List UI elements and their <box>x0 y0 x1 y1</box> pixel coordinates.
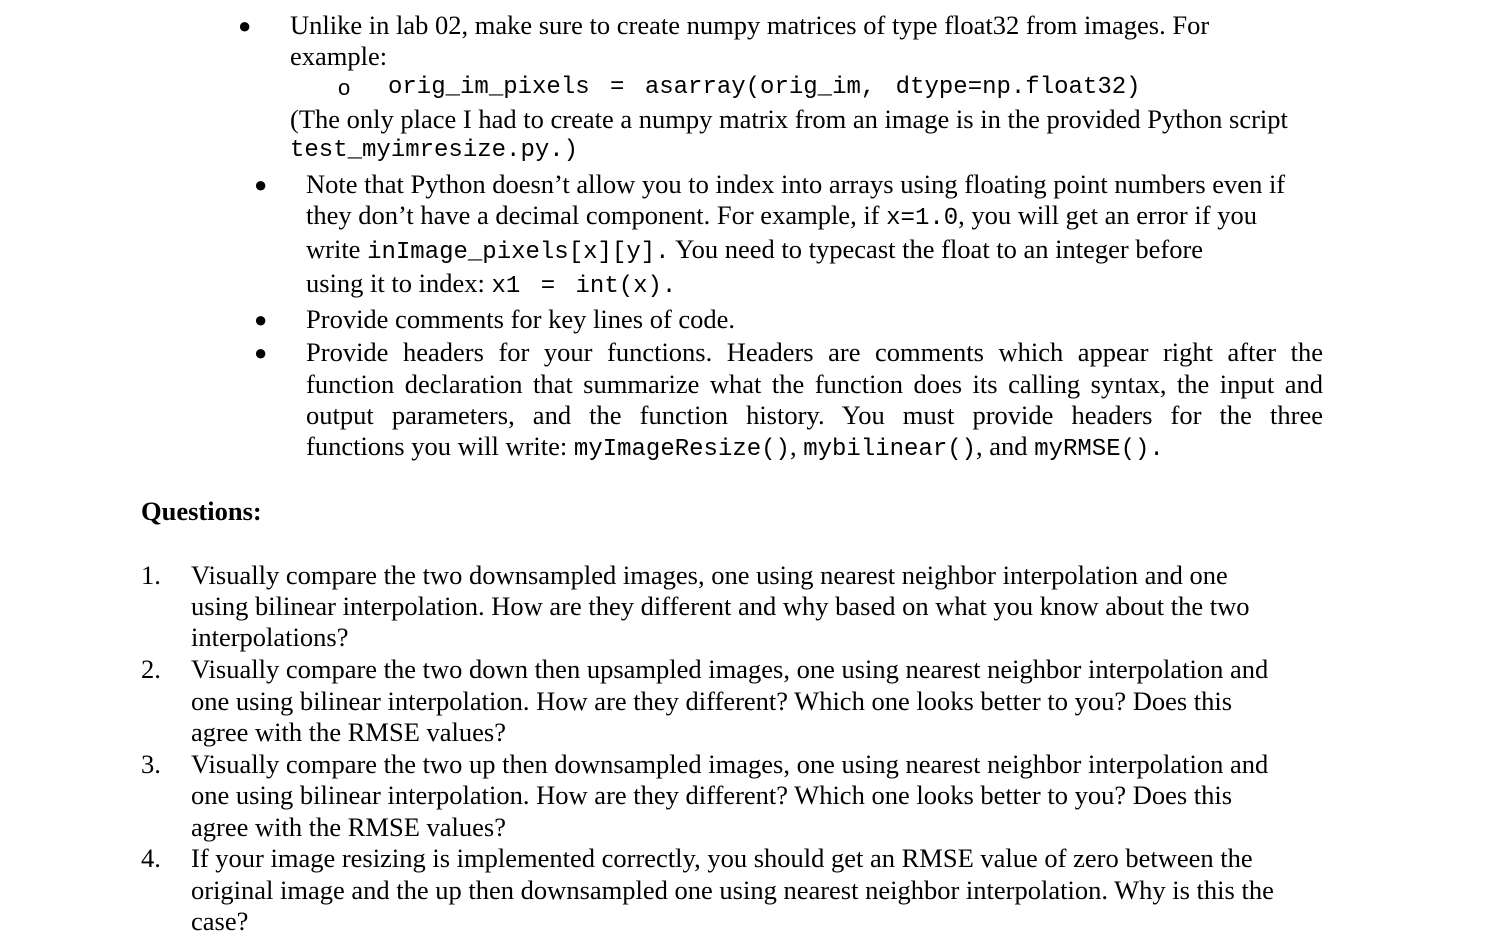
text-segment: functions you will write: <box>306 431 574 461</box>
question-line: Visually compare the two down then upsampled images, one using nearest neighbor interpolation and <box>191 654 1269 684</box>
text-segment: , <box>789 431 804 461</box>
text-segment: they don’t have a decimal component. For example, if <box>306 200 887 230</box>
question-line: original image and the up then downsampled one using nearest neighbor interpolation. Why is this the <box>191 875 1274 905</box>
text-segment: , and <box>976 431 1035 461</box>
bullet3-line1: Provide comments for key lines of code. <box>306 304 736 334</box>
bullet2-line1: Note that Python doesn’t allow you to index into arrays using floating point numbers even if <box>306 169 1286 199</box>
question-line: If your image resizing is implemented correctly, you should get an RMSE value of zero between the <box>191 843 1253 873</box>
question-line: using bilinear interpolation. How are they different and why based on what you know about the two <box>191 591 1250 621</box>
question-number: 2. <box>141 654 161 684</box>
question-line: interpolations? <box>191 622 349 652</box>
question-line: agree with the RMSE values? <box>191 717 506 747</box>
code-inline: x=1.0 <box>886 205 959 232</box>
bullet4-line2: function declaration that summarize what the function does its calling syntax, the input and <box>306 369 1323 399</box>
function-name: myRMSE() <box>1034 436 1150 463</box>
text-segment: You need to typecast the float to an integer before <box>669 234 1204 264</box>
function-name: myImageResize() <box>573 436 790 463</box>
bullet4-line4 <box>306 431 1164 466</box>
question-number: 1. <box>141 560 161 590</box>
bullet2-line4 <box>306 268 676 303</box>
sub-bullet-marker: o <box>338 75 351 100</box>
bullet-marker: ● <box>254 307 268 332</box>
code-sample: orig_im_pixels = asarray(orig_im, dtype=np.float32) <box>388 74 1141 101</box>
code-inline: x1 = int(x). <box>491 273 677 300</box>
question-line: agree with the RMSE values? <box>191 812 506 842</box>
question-line: case? <box>191 906 249 936</box>
question-number: 4. <box>141 843 161 873</box>
text-segment: , you will get an error if you <box>958 200 1257 230</box>
bullet4-line1: Provide headers for your functions. Headers are comments which appear right after the <box>306 337 1323 367</box>
questions-heading: Questions: <box>141 496 262 526</box>
bullet2-line3 <box>306 234 1203 269</box>
question-line: one using bilinear interpolation. How are they different? Which one looks better to you? Does this <box>191 780 1233 810</box>
bullet2-line2 <box>306 200 1257 235</box>
text-segment: using it to index: <box>306 268 492 298</box>
question-line: Visually compare the two downsampled images, one using nearest neighbor interpolation and one <box>191 560 1228 590</box>
question-number: 3. <box>141 749 161 779</box>
bullet1-line1: Unlike in lab 02, make sure to create numpy matrices of type float32 from images. For <box>290 10 1210 40</box>
bullet1-line2: example: <box>290 41 388 71</box>
text-segment: . <box>1149 436 1164 463</box>
bullet4-line3: output parameters, and the function history. You must provide headers for the three <box>306 400 1323 430</box>
script-filename: test_myimresize.py.) <box>290 137 579 164</box>
text-segment: write <box>306 234 368 264</box>
question-line: one using bilinear interpolation. How are they different? Which one looks better to you? Does this <box>191 686 1233 716</box>
bullet-marker: ● <box>238 13 252 38</box>
function-name: mybilinear() <box>803 436 977 463</box>
bullet-marker: ● <box>254 172 268 197</box>
bullet-marker: ● <box>254 340 268 365</box>
bullet1-line3: (The only place I had to create a numpy matrix from an image is in the provided Python script <box>290 104 1288 134</box>
question-line: Visually compare the two up then downsampled images, one using nearest neighbor interpolation and <box>191 749 1269 779</box>
code-inline: inImage_pixels[x][y]. <box>367 239 670 266</box>
